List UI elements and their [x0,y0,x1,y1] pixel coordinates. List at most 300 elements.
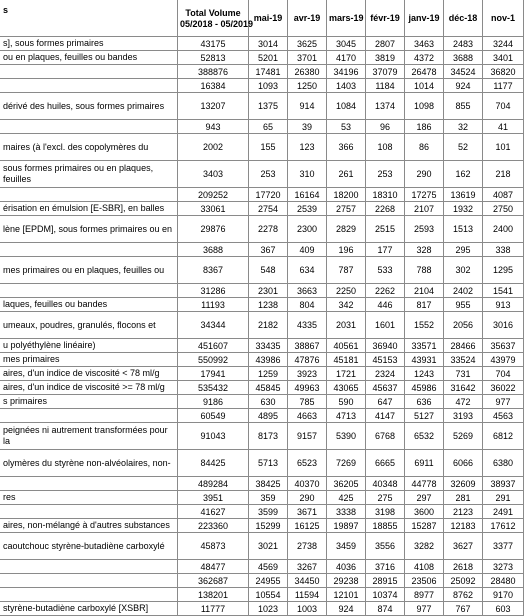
month-value-cell: 40348 [366,477,405,491]
month-value-cell: 43986 [249,353,288,367]
month-value-cell: 6380 [483,450,524,477]
month-value-cell: 787 [327,257,366,284]
month-value-cell: 1084 [327,93,366,120]
row-label [1,312,178,339]
row-label [1,188,178,202]
month-value-cell: 1552 [405,312,444,339]
month-value-cell: 4170 [327,51,366,65]
total-volume-cell: 29876 [178,216,249,243]
month-value-cell: 855 [444,93,483,120]
table-row [1,367,524,381]
month-value-cell: 290 [405,161,444,188]
table-row [1,395,524,409]
month-value-cell: 1541 [483,284,524,298]
month-value-cell: 2056 [444,312,483,339]
month-value-cell: 4663 [288,409,327,423]
month-value-cell: 3401 [483,51,524,65]
row-label [1,477,178,491]
month-value-cell: 18200 [327,188,366,202]
month-value-cell: 6532 [405,423,444,450]
table-row [1,423,524,450]
row-label [1,257,178,284]
month-value-cell: 2123 [444,505,483,519]
month-value-cell: 26380 [288,65,327,79]
table-row [1,602,524,616]
month-value-cell: 8173 [249,423,288,450]
month-value-cell: 45153 [366,353,405,367]
month-value-cell: 731 [444,367,483,381]
month-value-cell: 704 [483,93,524,120]
month-value-cell: 29238 [327,574,366,588]
row-label [1,574,178,588]
month-value-cell: 281 [444,491,483,505]
month-value-cell: 44778 [405,477,444,491]
row-label [1,298,178,312]
month-value-cell: 5390 [327,423,366,450]
total-volume-cell: 550992 [178,353,249,367]
month-value-cell: 6523 [288,450,327,477]
total-volume-cell: 11193 [178,298,249,312]
table-row [1,37,524,51]
month-value-cell: 261 [327,161,366,188]
month-value-cell: 4087 [483,188,524,202]
month-value-cell: 913 [483,298,524,312]
month-value-cell: 45181 [327,353,366,367]
month-value-cell: 36820 [483,65,524,79]
month-value-cell: 2031 [327,312,366,339]
month-value-cell: 367 [249,243,288,257]
table-row [1,491,524,505]
month-value-cell: 3045 [327,37,366,51]
month-value-cell: 302 [444,257,483,284]
month-value-cell: 8977 [405,588,444,602]
month-value-cell: 1243 [405,367,444,381]
table-row [1,161,524,188]
total-volume-title: Total Volume [185,7,241,18]
month-value-cell: 108 [366,134,405,161]
month-value-cell: 2807 [366,37,405,51]
row-label [1,353,178,367]
month-value-cell: 49963 [288,381,327,395]
table-row [1,51,524,65]
month-value-cell: 5269 [444,423,483,450]
month-value-cell: 23506 [405,574,444,588]
month-value-cell: 16125 [288,519,327,533]
month-value-cell: 6665 [366,450,405,477]
month-value-cell: 4563 [483,409,524,423]
table-row [1,533,524,560]
month-value-cell: 2829 [327,216,366,243]
month-value-cell: 342 [327,298,366,312]
month-value-cell: 36940 [366,339,405,353]
month-value-cell: 37079 [366,65,405,79]
month-value-cell: 533 [366,257,405,284]
total-volume-cell: 33061 [178,202,249,216]
month-value-cell: 32 [444,120,483,134]
table-row [1,134,524,161]
month-value-cell: 1177 [483,79,524,93]
header-month: déc-18 [444,1,483,37]
total-volume-cell: 138201 [178,588,249,602]
table-row [1,477,524,491]
total-volume-cell: 451607 [178,339,249,353]
table-row [1,93,524,120]
month-value-cell: 3688 [444,51,483,65]
month-value-cell: 52 [444,134,483,161]
month-value-cell: 17720 [249,188,288,202]
month-value-cell: 3600 [405,505,444,519]
month-value-cell: 38867 [288,339,327,353]
month-value-cell: 1098 [405,93,444,120]
month-value-cell: 291 [483,491,524,505]
row-label [1,395,178,409]
table-row [1,298,524,312]
row-label-text: peignées ni autrement transformées pour la [3,425,168,446]
month-value-cell: 767 [444,602,483,616]
total-volume-cell: 3951 [178,491,249,505]
total-volume-cell: 48477 [178,560,249,574]
month-value-cell: 7269 [327,450,366,477]
month-value-cell: 3556 [366,533,405,560]
month-value-cell: 1259 [249,367,288,381]
month-value-cell: 647 [366,395,405,409]
row-label [1,381,178,395]
month-value-cell: 603 [483,602,524,616]
month-value-cell: 275 [366,491,405,505]
month-value-cell: 3627 [444,533,483,560]
table-row [1,216,524,243]
month-value-cell: 1403 [327,79,366,93]
month-value-cell: 186 [405,120,444,134]
month-value-cell: 924 [327,602,366,616]
month-value-cell: 1184 [366,79,405,93]
month-value-cell: 785 [288,395,327,409]
month-value-cell: 34524 [444,65,483,79]
month-value-cell: 338 [483,243,524,257]
total-volume-period: 05/2018 - 05/2019 [180,18,254,29]
month-value-cell: 2182 [249,312,288,339]
row-label-text: sous formes primaires ou en plaques, feuilles [3,163,154,184]
row-label [1,533,178,560]
month-value-cell: 3625 [288,37,327,51]
row-label-text: res [3,492,16,502]
month-value-cell: 53 [327,120,366,134]
total-volume-cell: 3403 [178,161,249,188]
month-value-cell: 34450 [288,574,327,588]
month-value-cell: 977 [405,602,444,616]
row-label-text: aires, d'un indice de viscosité >= 78 ml/g [3,382,165,392]
row-label [1,216,178,243]
month-value-cell: 1932 [444,202,483,216]
month-value-cell: 4147 [366,409,405,423]
total-volume-cell: 13207 [178,93,249,120]
month-value-cell: 28915 [366,574,405,588]
total-volume-cell: 362687 [178,574,249,588]
month-value-cell: 4108 [405,560,444,574]
header-label: s [1,1,178,37]
month-value-cell: 2400 [483,216,524,243]
month-value-cell: 5713 [249,450,288,477]
month-value-cell: 2300 [288,216,327,243]
month-value-cell: 96 [366,120,405,134]
month-value-cell: 3701 [288,51,327,65]
row-label-text: olymères du styrène non-alvéolaires, non- [3,457,171,468]
month-value-cell: 977 [483,395,524,409]
row-label-text: caoutchouc styrène-butadiène carboxylé [3,540,165,551]
month-value-cell: 6812 [483,423,524,450]
row-label-text: ou en plaques, feuilles ou bandes [3,52,138,62]
month-value-cell: 13619 [444,188,483,202]
month-value-cell: 2262 [366,284,405,298]
total-volume-cell: 43175 [178,37,249,51]
month-value-cell: 295 [444,243,483,257]
month-value-cell: 3021 [249,533,288,560]
month-value-cell: 359 [249,491,288,505]
month-value-cell: 24955 [249,574,288,588]
month-value-cell: 10554 [249,588,288,602]
table-row [1,257,524,284]
header-total-volume [178,1,254,37]
month-value-cell: 4335 [288,312,327,339]
month-value-cell: 33435 [249,339,288,353]
row-label-text: laques, feuilles ou bandes [3,299,108,309]
month-value-cell: 3016 [483,312,524,339]
month-value-cell: 25092 [444,574,483,588]
row-label [1,588,178,602]
row-label-text: dérivé des huiles, sous formes primaires [3,100,165,111]
month-value-cell: 2268 [366,202,405,216]
month-value-cell: 4895 [249,409,288,423]
total-volume-cell: 52813 [178,51,249,65]
month-value-cell: 12183 [444,519,483,533]
month-value-cell: 155 [249,134,288,161]
table-row [1,284,524,298]
month-value-cell: 3282 [405,533,444,560]
table-row [1,188,524,202]
row-label-text: aires, non-mélangé à d'autres substances [3,520,170,530]
month-value-cell: 409 [288,243,327,257]
month-value-cell: 40370 [288,477,327,491]
row-label [1,409,178,423]
total-volume-cell: 34344 [178,312,249,339]
month-value-cell: 955 [444,298,483,312]
row-label [1,339,178,353]
month-value-cell: 3014 [249,37,288,51]
row-label-text: u polyéthylène linéaire) [3,340,96,350]
month-value-cell: 65 [249,120,288,134]
month-value-cell: 15299 [249,519,288,533]
month-value-cell: 3377 [483,533,524,560]
month-value-cell: 43065 [327,381,366,395]
month-value-cell: 253 [366,161,405,188]
row-label [1,202,178,216]
row-label [1,284,178,298]
month-value-cell: 590 [327,395,366,409]
month-value-cell: 47876 [288,353,327,367]
table-body [1,37,524,616]
total-volume-cell: 31286 [178,284,249,298]
month-value-cell: 297 [405,491,444,505]
month-value-cell: 2483 [444,37,483,51]
month-value-cell: 18310 [366,188,405,202]
month-value-cell: 32609 [444,477,483,491]
table-row [1,312,524,339]
month-value-cell: 6911 [405,450,444,477]
month-value-cell: 2618 [444,560,483,574]
month-value-cell: 218 [483,161,524,188]
month-value-cell: 328 [405,243,444,257]
header-month: nov-1 [483,1,524,37]
table-row [1,505,524,519]
month-value-cell: 366 [327,134,366,161]
month-value-cell: 41 [483,120,524,134]
total-volume-cell: 17941 [178,367,249,381]
month-value-cell: 101 [483,134,524,161]
month-value-cell: 40561 [327,339,366,353]
row-label [1,519,178,533]
table-row [1,353,524,367]
total-volume-cell: 223360 [178,519,249,533]
row-label-text: érisation en émulsion [E-SBR], en balles [3,203,165,213]
month-value-cell: 33571 [405,339,444,353]
row-label [1,120,178,134]
row-label-text: mes primaires ou en plaques, feuilles ou [3,264,165,275]
row-label-text: aires, d'un indice de viscosité < 78 ml/g [3,368,160,378]
total-volume-cell: 943 [178,120,249,134]
total-volume-cell: 9186 [178,395,249,409]
month-value-cell: 45637 [366,381,405,395]
month-value-cell: 914 [288,93,327,120]
month-value-cell: 2324 [366,367,405,381]
month-value-cell: 39 [288,120,327,134]
month-value-cell: 3716 [366,560,405,574]
month-value-cell: 3599 [249,505,288,519]
month-value-cell: 3819 [366,51,405,65]
header-row [1,1,524,37]
row-label [1,505,178,519]
month-value-cell: 1375 [249,93,288,120]
header-month: mars-19 [327,1,366,37]
month-value-cell: 788 [405,257,444,284]
row-label-text: s primaires [3,396,48,406]
month-value-cell: 2738 [288,533,327,560]
table-row [1,519,524,533]
month-value-cell: 19897 [327,519,366,533]
table-row [1,381,524,395]
month-value-cell: 2750 [483,202,524,216]
month-value-cell: 1374 [366,93,405,120]
month-value-cell: 1093 [249,79,288,93]
table-row [1,409,524,423]
month-value-cell: 17612 [483,519,524,533]
month-value-cell: 45986 [405,381,444,395]
month-value-cell: 3463 [405,37,444,51]
month-value-cell: 2104 [405,284,444,298]
month-value-cell: 17275 [405,188,444,202]
month-value-cell: 253 [249,161,288,188]
month-value-cell: 636 [405,395,444,409]
month-value-cell: 3193 [444,409,483,423]
month-value-cell: 924 [444,79,483,93]
month-value-cell: 704 [483,367,524,381]
table-row [1,339,524,353]
month-value-cell: 6066 [444,450,483,477]
month-value-cell: 3671 [288,505,327,519]
total-volume-cell: 535432 [178,381,249,395]
month-value-cell: 177 [366,243,405,257]
month-value-cell: 8762 [444,588,483,602]
month-value-cell: 9170 [483,588,524,602]
month-value-cell: 817 [405,298,444,312]
header-month: janv-19 [405,1,444,37]
row-label [1,134,178,161]
row-label [1,602,178,616]
month-value-cell: 26478 [405,65,444,79]
row-label [1,161,178,188]
month-value-cell: 425 [327,491,366,505]
month-value-cell: 31642 [444,381,483,395]
month-value-cell: 630 [249,395,288,409]
month-value-cell: 1601 [366,312,405,339]
month-value-cell: 2250 [327,284,366,298]
header-month: mai-19 [249,1,288,37]
table-row [1,588,524,602]
month-value-cell: 162 [444,161,483,188]
month-value-cell: 18855 [366,519,405,533]
row-label [1,65,178,79]
month-value-cell: 33524 [444,353,483,367]
month-value-cell: 2593 [405,216,444,243]
month-value-cell: 1250 [288,79,327,93]
month-value-cell: 2107 [405,202,444,216]
month-value-cell: 4713 [327,409,366,423]
month-value-cell: 38937 [483,477,524,491]
total-volume-cell: 41627 [178,505,249,519]
row-label [1,79,178,93]
total-volume-cell: 2002 [178,134,249,161]
month-value-cell: 310 [288,161,327,188]
month-value-cell: 9157 [288,423,327,450]
month-value-cell: 548 [249,257,288,284]
header-month: févr-19 [366,1,405,37]
total-volume-cell: 16384 [178,79,249,93]
total-volume-cell: 209252 [178,188,249,202]
row-label-text: lène [EPDM], sous formes primaires ou en [3,223,173,234]
row-label [1,491,178,505]
month-value-cell: 1023 [249,602,288,616]
month-value-cell: 43979 [483,353,524,367]
total-volume-cell: 60549 [178,409,249,423]
month-value-cell: 10374 [366,588,405,602]
month-value-cell: 1295 [483,257,524,284]
month-value-cell: 2301 [249,284,288,298]
month-value-cell: 123 [288,134,327,161]
month-value-cell: 36022 [483,381,524,395]
month-value-cell: 446 [366,298,405,312]
month-value-cell: 2278 [249,216,288,243]
month-value-cell: 2515 [366,216,405,243]
row-label [1,560,178,574]
month-value-cell: 2402 [444,284,483,298]
total-volume-cell: 11777 [178,602,249,616]
month-value-cell: 16164 [288,188,327,202]
month-value-cell: 2491 [483,505,524,519]
month-value-cell: 11594 [288,588,327,602]
month-value-cell: 1513 [444,216,483,243]
table-row [1,202,524,216]
month-value-cell: 12101 [327,588,366,602]
month-value-cell: 2754 [249,202,288,216]
